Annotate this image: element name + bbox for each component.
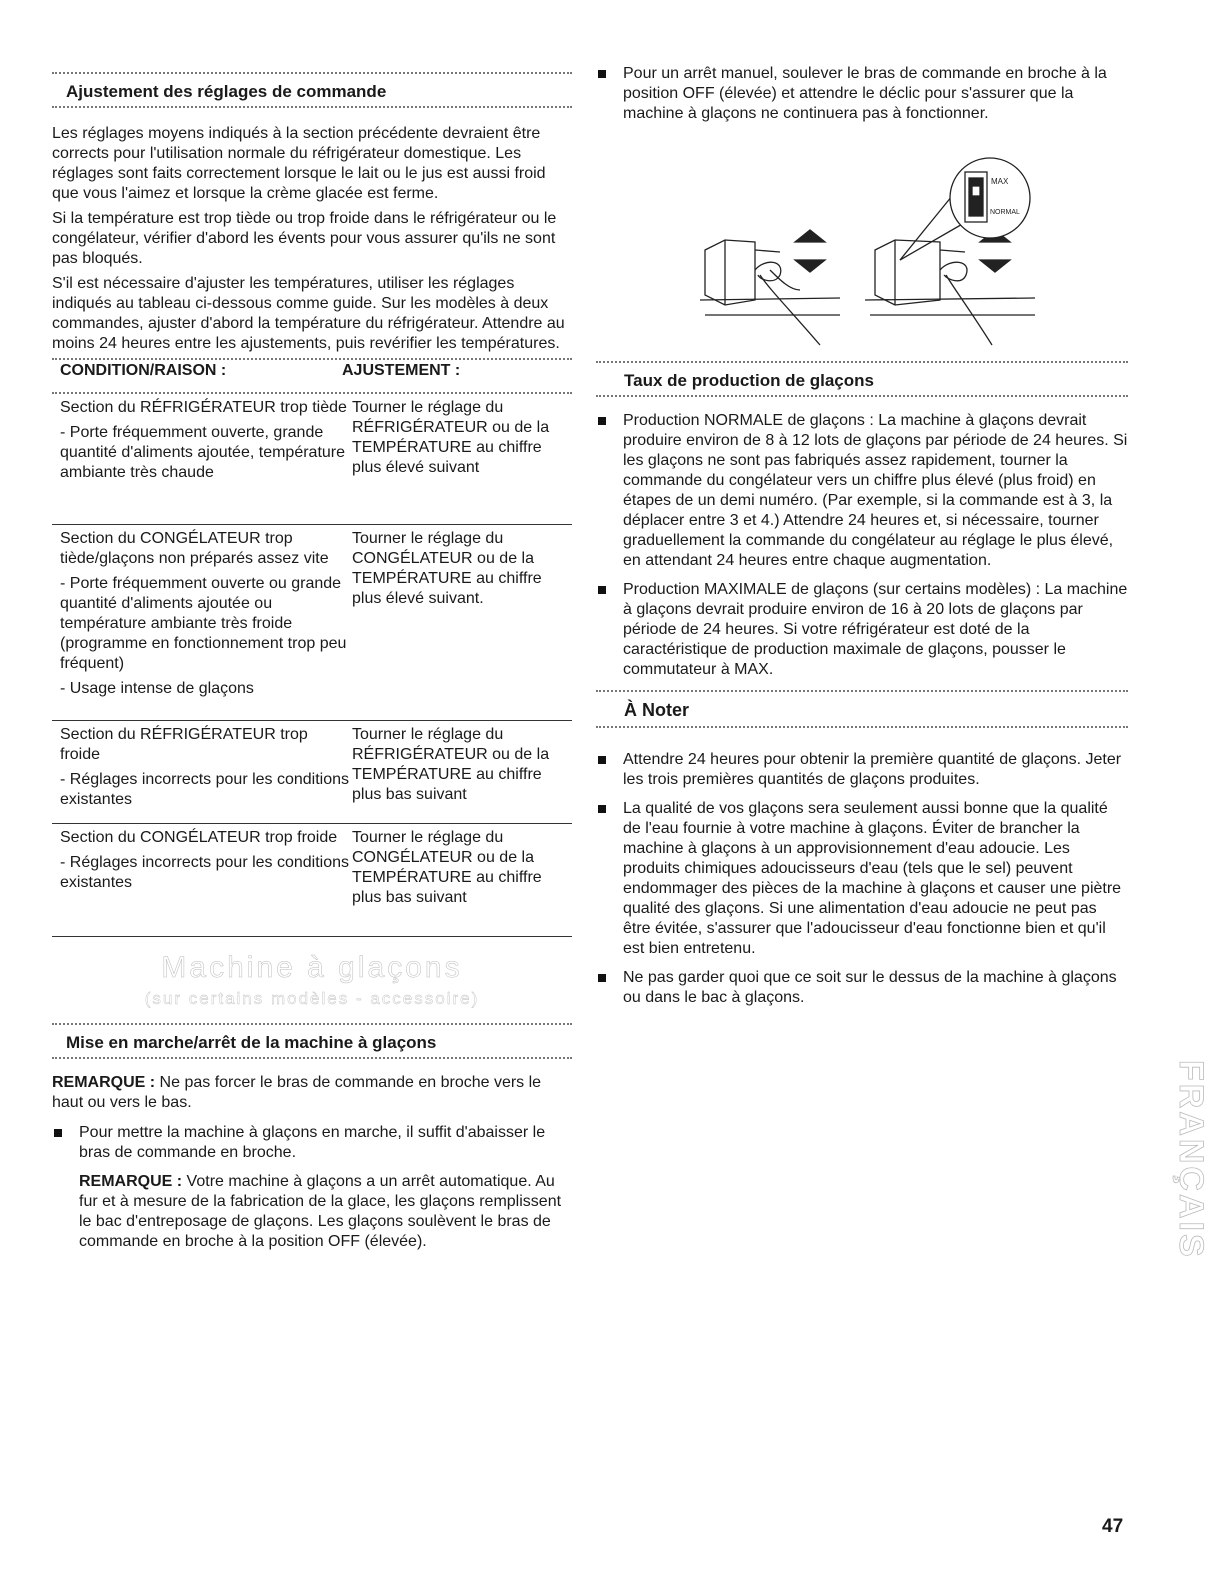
- left-column: [52, 0, 572, 1262]
- bullet-text: Pour un arrêt manuel, soulever le bras de commande en broche à la position OFF (élevée) et attendre le déclic pour s'assurer que la machine à glaçons ne continuera pas à fonctionner.: [623, 65, 1107, 122]
- column-header-adjustment: AJUSTEMENT :: [342, 362, 461, 379]
- bullet-icon: [596, 799, 623, 959]
- condition-text: Section du RÉFRIGÉRATEUR trop froide: [60, 726, 308, 763]
- bullet-icon: [596, 64, 623, 124]
- max-normal-switch: [950, 158, 1030, 238]
- bullet-icon: [596, 580, 623, 680]
- bullet-text: Attendre 24 heures pour obtenir la première quantité de glaçons. Jeter les trois premières quantités de glaçons produites.: [623, 751, 1122, 788]
- table-row: [52, 824, 572, 937]
- cause-text: - Usage intense de glaçons: [60, 680, 254, 697]
- divider: [596, 726, 1128, 728]
- section-title-onoff: Mise en marche/arrêt de la machine à glaçons: [66, 1033, 437, 1052]
- list-item: [596, 411, 1128, 571]
- remark-label: REMARQUE :: [52, 1074, 156, 1091]
- list-item: [596, 580, 1128, 680]
- condition-text: Section du CONGÉLATEUR trop froide: [60, 829, 338, 846]
- section-title-rate: Taux de production de glaçons: [624, 371, 874, 390]
- ice-maker-arm-illustration: [700, 150, 1040, 350]
- table-row: [52, 394, 572, 525]
- section-title-adjust: Ajustement des réglages de commande: [66, 82, 387, 101]
- list-item: [596, 64, 1128, 124]
- max-label: MAX: [991, 177, 1009, 186]
- bullet-text: Production MAXIMALE de glaçons (sur certains modèles) : La machine à glaçons devrait produire environ de 16 à 20 lots de glaçons par période de 24 heures. Si votre réfrigérateur est doté de la caractéristique de production maximale de glaçons, pousser le commutateur à MAX.: [623, 581, 1128, 678]
- divider: [52, 358, 572, 360]
- language-side-tab: [1152, 1060, 1210, 1350]
- bullet-text: Pour mettre la machine à glaçons en marche, il suffit d'abaisser le bras de commande en broche.: [79, 1124, 546, 1161]
- list-item: [596, 750, 1128, 790]
- bullet-text: La qualité de vos glaçons sera seulement aussi bonne que la qualité de l'eau fournie à votre machine à glaçons. Éviter de brancher la machine à glaçons à un approvisionnement d'eau adoucie. Les produits chimiques adoucisseurs d'eau (tels que le sel) peuvent endommager des pièces de la machine à glaçons et causer une piètre qualité des glaçons. Si une alimentation d'eau adoucie ne peut pas être évitée, s'assurer que l'adoucisseur d'eau fonctionne bien et qu'il est bien entretenu.: [623, 800, 1122, 957]
- condition-text: Section du RÉFRIGÉRATEUR trop tiède: [60, 399, 347, 416]
- ice-maker-left: [700, 230, 840, 345]
- paragraph: Les réglages moyens indiqués à la section précédente devraient être corrects pour l'utilisation normale du réfrigérateur domestique. Les réglages sont faits correctement lorsque le lait ou le jus est aussi froid que vous l'aimez et lorsque la crème glacée est ferme.: [52, 125, 546, 202]
- page-number: 47: [1102, 1516, 1124, 1537]
- section-title-note: À Noter: [624, 700, 690, 720]
- cause-text: - Réglages incorrects pour les conditions existantes: [60, 771, 350, 808]
- bullet-icon: [52, 1123, 79, 1163]
- bullet-icon: [596, 750, 623, 790]
- paragraph: Si la température est trop tiède ou trop froide dans le réfrigérateur ou le congélateur, vérifier d'abord les évents pour vous assurer qu'ils ne sont pas bloqués.: [52, 210, 557, 267]
- bullet-icon: [596, 411, 623, 571]
- cause-text: - Porte fréquemment ouverte, grande quantité d'aliments ajoutée, température ambiante très chaude: [60, 424, 346, 481]
- ghost-section-title: Machine à glaçons: [161, 951, 463, 984]
- bullet-text: Ne pas garder quoi que ce soit sur le dessus de la machine à glaçons ou dans le bac à glaçons.: [623, 969, 1117, 1006]
- remark-text: Ne pas forcer le bras de commande en broche vers le haut ou vers le bas.: [52, 1074, 542, 1111]
- remark: [52, 1073, 572, 1113]
- ghost-section-subtitle: (sur certains modèles - accessoire): [144, 989, 480, 1008]
- list-item: [596, 799, 1128, 959]
- normal-label: NORMAL: [990, 209, 1020, 216]
- adjustment-text: Tourner le réglage du RÉFRIGÉRATEUR ou de la TEMPÉRATURE au chiffre plus élevé suivant: [352, 399, 550, 476]
- bullet-text: Production NORMALE de glaçons : La machine à glaçons devrait produire environ de 8 à 12 lots de glaçons par période de 24 heures. Si les glaçons ne sont pas fabriqués assez rapidement, tourner la commande du congélateur vers un chiffre plus élevé (plus froid) en étapes de un demi numéro. (Par exemple, si la commande est à 3, la déplacer entre 3 et 4.) Attendre 24 heures et, si nécessaire, tourner graduellement la commande du congélateur au réglage le plus élevé, en attendant 24 heures entre chaque augmentation.: [623, 412, 1128, 569]
- list-item: [596, 968, 1128, 1008]
- table-row: [52, 525, 572, 721]
- adjustment-text: Tourner le réglage du RÉFRIGÉRATEUR ou de la TEMPÉRATURE au chiffre plus bas suivant: [352, 726, 550, 803]
- divider: [52, 106, 572, 108]
- side-tab-text: FRANÇAIS: [1172, 1060, 1210, 1260]
- remark-text: Votre machine à glaçons a un arrêt automatique. Au fur et à mesure de la fabrication de la glace, les glaçons remplissent le bac d'entreposage de glaçons. Les glaçons soulèvent le bras de commande en broche à la position OFF (élevée).: [79, 1173, 562, 1250]
- bullet-icon: [596, 968, 623, 1008]
- list-item: [52, 1123, 572, 1163]
- cause-text: - Porte fréquemment ouverte ou grande quantité d'aliments ajoutée ou température ambiante très froide (programme en fonctionnement trop peu fréquent): [60, 575, 347, 672]
- condition-text: Section du CONGÉLATEUR trop tiède/glaçons non préparés assez vite: [60, 530, 329, 567]
- table-row: [52, 721, 572, 824]
- remark: [79, 1172, 572, 1252]
- divider: [596, 395, 1128, 397]
- table-header: [52, 362, 572, 380]
- adjustment-text: Tourner le réglage du CONGÉLATEUR ou de la TEMPÉRATURE au chiffre plus bas suivant: [352, 829, 542, 906]
- remark-label: REMARQUE :: [79, 1173, 183, 1190]
- adjustment-text: Tourner le réglage du CONGÉLATEUR ou de la TEMPÉRATURE au chiffre plus élevé suivant.: [352, 530, 542, 607]
- column-header-condition: CONDITION/RAISON :: [60, 362, 227, 379]
- divider: [52, 1057, 572, 1059]
- paragraph: S'il est nécessaire d'ajuster les températures, utiliser les réglages indiqués au tableau ci-dessous comme guide. Sur les modèles à deux commandes, ajuster d'abord la température du réfrigérateur. Attendre au moins 24 heures entre les ajustements, puis revérifier les températures.: [52, 275, 565, 352]
- cause-text: - Réglages incorrects pour les conditions existantes: [60, 854, 350, 891]
